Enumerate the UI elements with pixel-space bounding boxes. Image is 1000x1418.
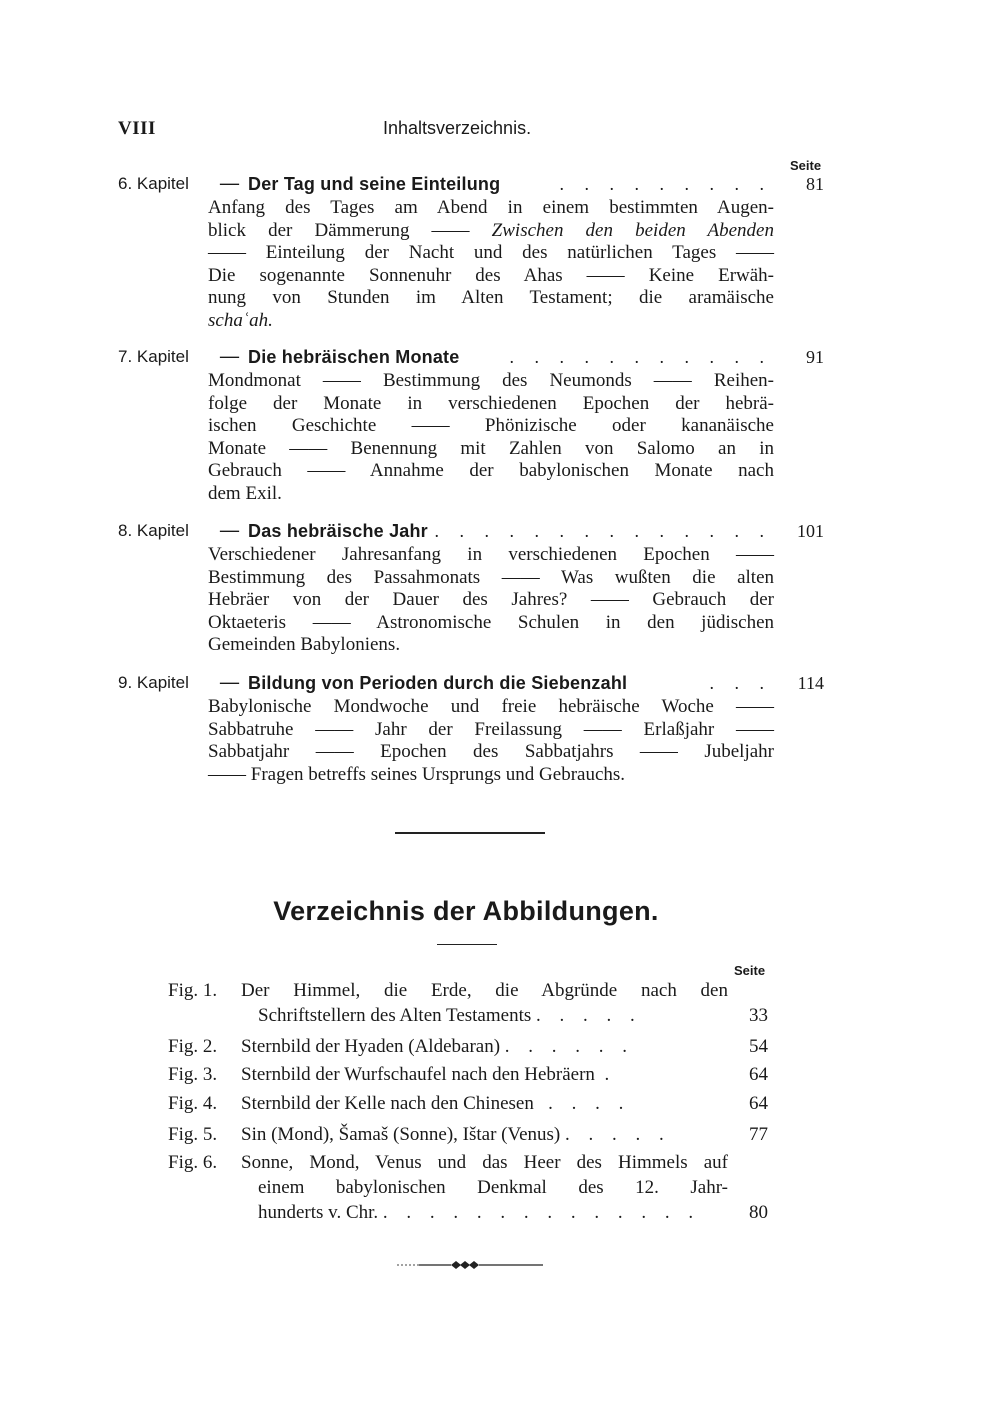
summary-line: blick der Dämmerung —— Zwischen den beiden Abenden	[208, 219, 774, 241]
figure-label: Fig. 2.	[168, 1036, 218, 1057]
chapter-heading	[118, 344, 824, 370]
chapter-dash: —	[220, 672, 239, 693]
chapter-heading	[118, 670, 824, 696]
figure-page: 54	[749, 1036, 768, 1057]
leader-dots: . . . .	[548, 1093, 631, 1114]
figure-page: 64	[749, 1064, 768, 1085]
summary-line: Sabbatruhe —— Jahr der Freilassung —— Erlaßjahr ——	[208, 718, 774, 740]
figure-label: Fig. 5.	[168, 1124, 218, 1145]
figure-page: 64	[749, 1093, 768, 1114]
section-divider	[395, 832, 545, 834]
summary-line: Sabbatjahr —— Epochen des Sabbatjahrs —— Jubeljahr	[208, 741, 774, 763]
figure-entry-4	[168, 1091, 768, 1116]
figure-caption-line: Schriftstellern des Alten Testaments . . . . .	[258, 1005, 642, 1026]
chapter-page: 101	[797, 521, 824, 541]
summary-line: Gemeinden Babyloniens.	[208, 634, 401, 656]
summary-line: ischen Geschichte —— Phönizische oder kananäische	[208, 415, 774, 437]
chapter-title: Das hebräische Jahr	[248, 521, 428, 541]
summary-line: Monate —— Benennung mit Zahlen von Salomo an in	[208, 437, 774, 459]
figure-label: Fig. 3.	[168, 1064, 218, 1085]
chapter-title: Die hebräischen Monate	[248, 347, 460, 367]
summary-line: nung von Stunden im Alten Testament; die aramäische	[208, 287, 774, 309]
leader-dots: . . . . . . . . . . . . . .	[434, 521, 772, 541]
end-ornament	[395, 1258, 545, 1272]
chapter-dash: —	[220, 520, 239, 541]
summary-line: Oktaeteris —— Astronomische Schulen in den jüdischen	[208, 611, 774, 633]
figure-page: 80	[749, 1202, 768, 1223]
summary-line: folge der Monate in verschiedenen Epochen der hebrä-	[208, 392, 774, 414]
chapter-title: Der Tag und seine Einteilung	[248, 174, 501, 194]
figure-label: Fig. 6.	[168, 1152, 218, 1173]
leader-dots: . . . . . . . . . . . . . .	[382, 1202, 701, 1223]
summary-line: Verschiedener Jahresanfang in verschiedenen Epochen ——	[208, 544, 774, 565]
leader-dots: . . . . . . . . .	[559, 174, 772, 194]
figure-label: Fig. 4.	[168, 1093, 218, 1114]
chapter-page: 81	[806, 174, 824, 194]
chapter-summary	[208, 544, 774, 657]
summary-line: Mondmonat —— Bestimmung des Neumonds —— Reihen-	[208, 370, 774, 391]
figure-caption-line: Sin (Mond), Šamaš (Sonne), Ištar (Venus) . . . . .	[241, 1124, 671, 1145]
summary-line: dem Exil.	[208, 482, 282, 504]
figure-caption-line: Sternbild der Hyaden (Aldebaran) . . . . . .	[241, 1036, 635, 1057]
figure-caption-line: Sternbild der Kelle nach den Chinesen . . . .	[241, 1093, 631, 1114]
leader-dots: . . . . . .	[504, 1036, 635, 1057]
figure-page: 77	[749, 1124, 768, 1145]
toc-chapter-7	[118, 344, 824, 506]
summary-line: —— Fragen betreffs seines Ursprungs und Gebrauchs.	[208, 763, 626, 785]
toc-chapter-9	[118, 670, 824, 786]
figure-page: 33	[749, 1005, 768, 1026]
chapter-heading	[118, 518, 824, 544]
figure-caption-line: Sonne, Mond, Venus und das Heer des Himmels auf	[241, 1152, 728, 1173]
leader-dots: . . . . .	[536, 1005, 642, 1026]
chapter-page: 91	[806, 347, 824, 367]
chapter-page: 114	[797, 673, 824, 693]
title-underline	[437, 944, 497, 945]
figures-seite-label: Seite	[734, 963, 766, 978]
summary-line: Gebrauch —— Annahme der babylonischen Monate nach	[208, 460, 774, 482]
chapter-number: 9. Kapitel	[118, 673, 189, 692]
summary-line: schaʿah.	[208, 309, 273, 331]
chapter-summary	[208, 696, 774, 786]
chapter-heading	[118, 171, 824, 197]
summary-line: Hebräer von der Dauer des Jahres? —— Gebrauch der	[208, 589, 774, 611]
leader-dots: . . . . . . . . . . .	[509, 347, 772, 367]
running-title: Inhaltsverzeichnis.	[383, 118, 532, 138]
chapter-title: Bildung von Perioden durch die Siebenzahl	[248, 673, 628, 693]
chapter-summary	[208, 197, 774, 333]
toc-seite-label: Seite	[790, 158, 822, 173]
italic-phrase: Zwischen den beiden Abenden	[491, 219, 774, 241]
chapter-number: 8. Kapitel	[118, 521, 189, 540]
summary-line: —— Einteilung der Nacht und des natürlichen Tages ——	[208, 242, 774, 264]
figure-entry-3	[168, 1062, 768, 1087]
chapter-number: 7. Kapitel	[118, 347, 189, 366]
leader-dots: . . . . .	[565, 1124, 671, 1145]
summary-line: Babylonische Mondwoche und freie hebräische Woche ——	[208, 696, 774, 717]
toc-chapter-6	[118, 171, 824, 333]
summary-line: Bestimmung des Passahmonats —— Was wußten die alten	[208, 566, 774, 588]
figure-label: Fig. 1.	[168, 980, 218, 1001]
figures-title: Verzeichnis der Abbildungen.	[273, 896, 659, 926]
figure-entry-1	[168, 978, 768, 1028]
figure-entry-6	[168, 1150, 768, 1225]
figure-caption-line: hunderts v. Chr. . . . . . . . . . . . . . .	[258, 1202, 701, 1223]
figure-caption-line: Sternbild der Wurfschaufel nach den Hebräern .	[241, 1064, 617, 1085]
figure-entry-2	[168, 1034, 768, 1059]
running-header	[118, 118, 824, 146]
summary-line: Die sogenannte Sonnenuhr des Ahas —— Keine Erwäh-	[208, 264, 774, 286]
chapter-dash: —	[220, 346, 239, 367]
figure-entry-5	[168, 1122, 768, 1147]
chapter-summary	[208, 370, 774, 506]
summary-line: Anfang des Tages am Abend in einem bestimmten Augen-	[208, 197, 774, 218]
figure-caption-line: Der Himmel, die Erde, die Abgründe nach den	[241, 980, 728, 1001]
figure-caption-line: einem babylonischen Denkmal des 12. Jahr-	[258, 1177, 728, 1198]
leader-dots: . . .	[709, 673, 772, 693]
leader-dots: .	[604, 1064, 617, 1085]
page-number: VIII	[118, 118, 156, 139]
chapter-dash: —	[220, 173, 239, 194]
toc-chapter-8	[118, 518, 824, 657]
chapter-number: 6. Kapitel	[118, 174, 189, 193]
